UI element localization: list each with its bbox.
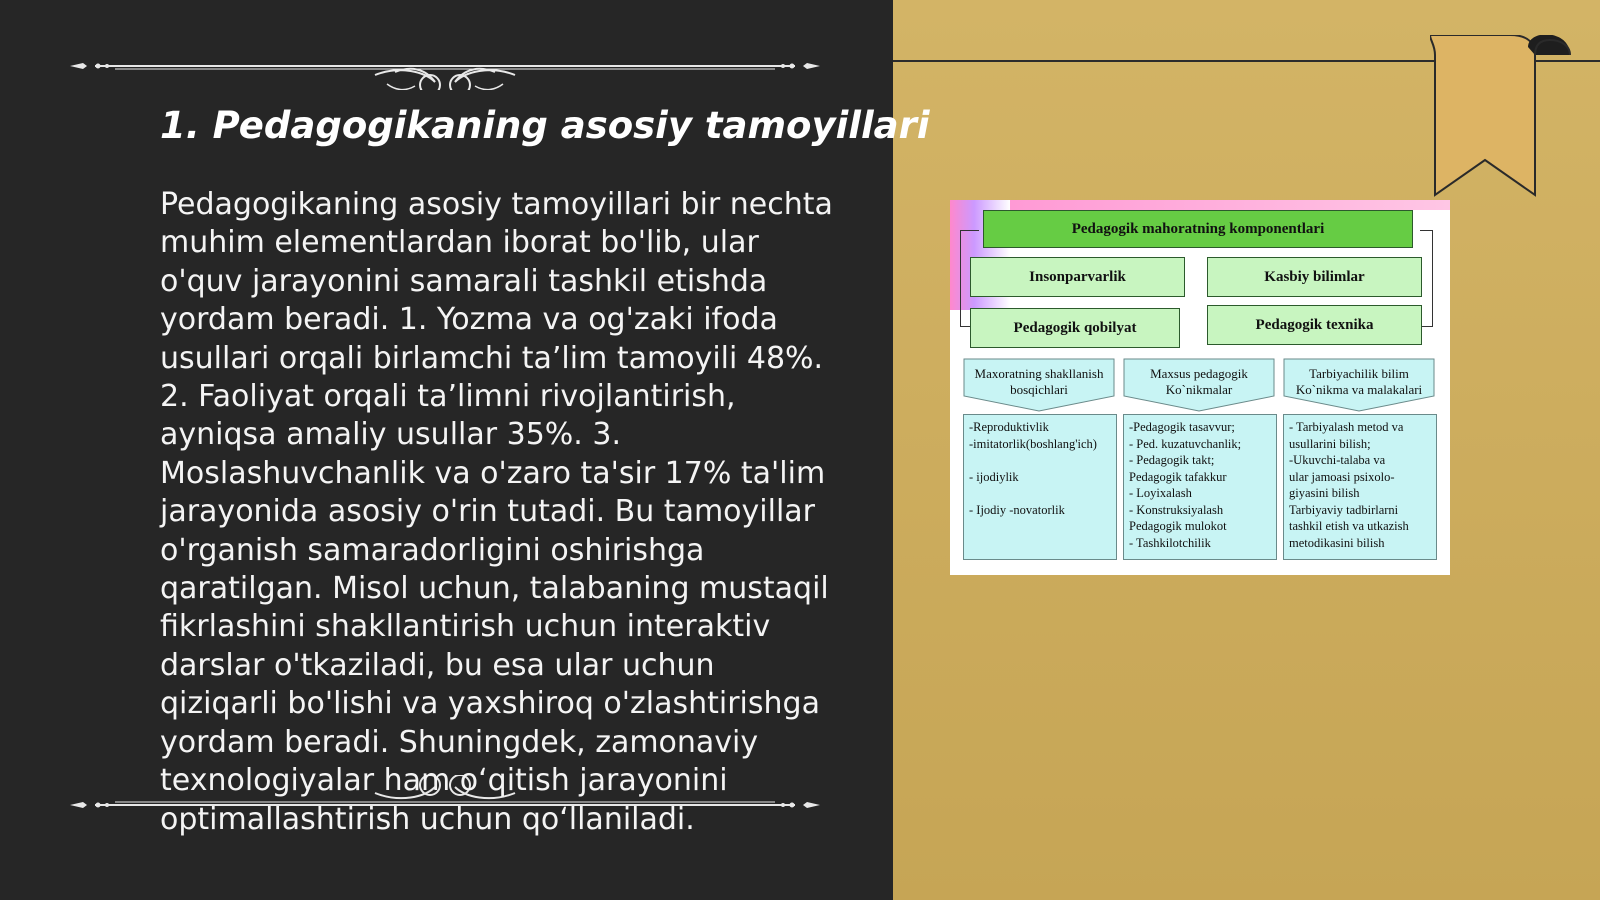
list-item: Tarbiyaviy tadbirlarni	[1289, 502, 1399, 517]
diagram-column-list-3	[1283, 414, 1437, 560]
column-header-line: Maxsus pedagogik	[1150, 366, 1248, 381]
column-header-line: Tarbiyachilik bilim	[1309, 366, 1409, 381]
list-item: - Ped. kuzatuvchanlik;	[1129, 436, 1242, 451]
slide-body-text: Pedagogikaning asosiy tamoyillari bir nechta muhim elementlardan iborat bo'lib, ular o'quv jarayonini samarali tashkil etishda yordam beradi. 1. Yozma va og'zaki ifoda usullari orqali birlamchi ta’lim tamoyili 48%. 2. Faoliyat orqali ta’limni rivojlantirish, ayniqsa amaliy usullar 35%. 3. Moslashuvchanlik va o'zaro ta'sir 17% ta'lim jarayonida asosiy o'rin tutadi. Bu tamoyillar o'rganish samaradorligini oshirishga qaratilgan. Misol uchun, talabaning mustaqil fikrlashini shakllantirish uchun interaktiv darslar o'tkaziladi, bu esa ular uchun qiziqarli bo'lishi va yaxshiroq o'zlashtirishga yordam beradi. Shuningdek, zamonaviy texnologiyalar ham o‘qitish jarayonini optimallashtirish uchun qo‘llaniladi.	[160, 187, 833, 837]
diagram-component-3: Pedagogik qobilyat	[970, 308, 1180, 348]
list-item: -Pedagogik tasavvur;	[1129, 420, 1235, 434]
list-item: - ijodiylik	[969, 469, 1019, 484]
list-item	[969, 452, 1111, 469]
list-item: Pedagogik mulokot	[1129, 519, 1227, 533]
diagram-column-header-2	[1123, 358, 1275, 412]
diagram-component-4: Pedagogik texnika	[1207, 305, 1422, 345]
list-item	[969, 485, 1111, 502]
diagram-column-header-1	[963, 358, 1115, 412]
list-item: -imitatorlik(boshlang'ich)	[969, 436, 1097, 451]
list-item: - Loyixalash	[1129, 486, 1192, 500]
diagram-component-1: Insonparvarlik	[970, 257, 1185, 297]
list-item: tashkil etish va utkazish	[1289, 519, 1409, 533]
list-item: - Konstruksiyalash	[1129, 502, 1224, 517]
list-item: - Pedagogik takt;	[1129, 453, 1215, 467]
top-ornament-divider	[65, 40, 825, 90]
list-item: Pedagogik tafakkur	[1129, 469, 1227, 484]
diagram-column-list-1	[963, 414, 1117, 560]
list-item: - Tarbiyalash metod va	[1289, 420, 1404, 434]
list-item: -Ukuvchi-talaba va	[1289, 453, 1386, 467]
column-header-line: Ko`nikmalar	[1165, 382, 1233, 397]
diagram-decorative-topbar	[1010, 200, 1450, 210]
list-item: - Ijodiy -novatorlik	[969, 502, 1065, 517]
bookmark-ribbon-icon	[1430, 35, 1600, 205]
column-header-line: bosqichlari	[1010, 382, 1068, 397]
column-header-line: Ko`nikma va malakalari	[1295, 382, 1423, 397]
list-item: giyasini bilish	[1289, 486, 1360, 500]
list-item: - Tashkilotchilik	[1129, 535, 1211, 550]
list-item: -Reproduktivlik	[969, 420, 1049, 434]
diagram-component-2: Kasbiy bilimlar	[1207, 257, 1422, 297]
column-header-line: Maxoratning shakllanish	[974, 366, 1104, 381]
list-item: ular jamoasi psixolo-	[1289, 469, 1395, 484]
list-item: metodikasini bilish	[1289, 535, 1385, 550]
diagram-column-header-3	[1283, 358, 1435, 412]
diagram-heading: Pedagogik mahoratning komponentlari	[983, 210, 1413, 248]
list-item: usullarini bilish;	[1289, 436, 1371, 451]
pedagogy-components-diagram	[950, 200, 1450, 575]
slide-title: 1. Pedagogikaning asosiy tamoyillari	[160, 104, 930, 147]
diagram-column-list-2	[1123, 414, 1277, 560]
